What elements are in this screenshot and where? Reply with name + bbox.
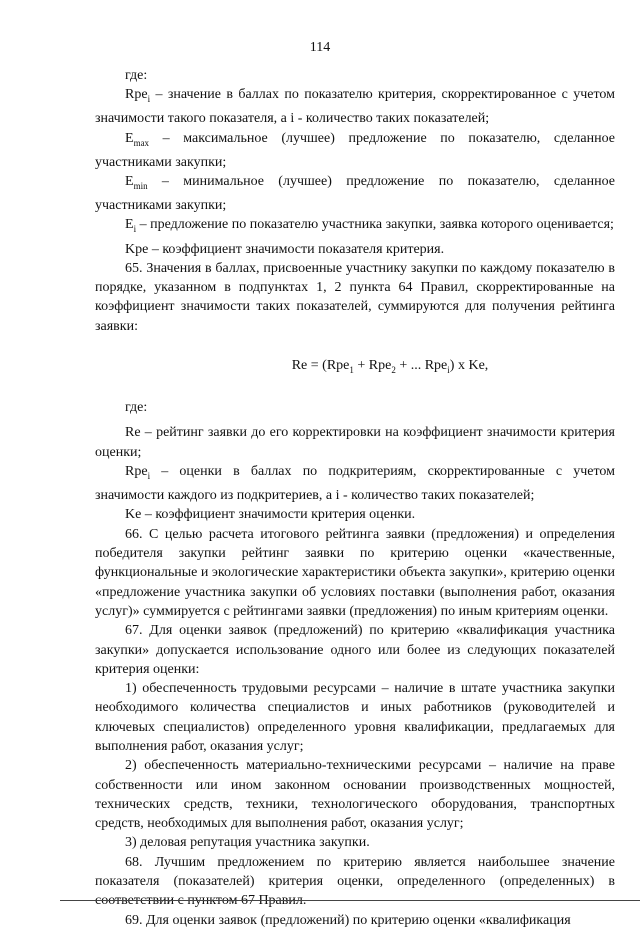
bottom-divider [60, 900, 640, 901]
list-item-3: 3) деловая репутация участника закупки. [125, 835, 370, 851]
definition-e-max: $E_{max}$ – максимальное (лучшее) предложение по показателю, сделанное участниками закупки; [95, 130, 615, 170]
paragraph-68: 68. Лучшим предложением по критерию является наибольшее значение показателя (показателей) критерия оценки, определенного (определенных) в соответствии с пунктом 67 Правил. [95, 854, 615, 909]
definition-ke: Ke – коэффициент значимости критерия оценки. [125, 507, 416, 523]
paragraph-65: 65. Значения в баллах, присвоенные участнику закупки по каждому показателю в порядке, указанном в подпунктах 1, 2 пункта 64 Правил, скорректированные на коэффициент значимости таких показателей, суммируются для получения рейтинга заявки: [95, 260, 615, 334]
list-item-2: 2) обеспеченность материально-техническими ресурсами – наличие на праве собственности или ином законном основании производственных мощностей, технических средств, техники, технологического оборудования, транспортных средств, необходимых для выполнения работ, оказания услуг; [95, 758, 615, 832]
where-label: где: [125, 68, 148, 83]
paragraph-67: 67. Для оценки заявок (предложений) по критерию «квалификация участника закупки» допускается использование одного или более из следующих показателей критерия оценки: [95, 623, 615, 677]
page-number: 114 [309, 40, 331, 55]
rating-formula: Re = (Rpe$_1$ + Rpe$_2$ + ... Rpe$_i$) x Ke, [291, 358, 489, 375]
definition-re: Re – рейтинг заявки до его корректировки на коэффициент значимости критерия оценки; [95, 425, 615, 460]
definition-kpe: Kpe – коэффициент значимости показателя критерия. [125, 241, 445, 257]
definition-rpe-i: Rpe$_i$ – значение в баллах по показателю критерия, скорректированное с учетом значимости такого показателя, а i - количество таких показателей; [95, 87, 615, 127]
paragraph-66: 66. С целью расчета итогового рейтинга заявки (предложения) и определения победителя закупки рейтинг заявки по критерию оценки «качественные, функциональные и экологические характеристики объекта закупки», критерию оценки «предложение участника закупки об условиях поставки (выполнения работ, оказания услуг)» суммируется с рейтингами заявки (предложения) по иным критериям оценки. [95, 526, 615, 619]
definition-rpe-i-2: Rpe$_i$ – оценки в баллах по подкритериям, скорректированные с учетом значимости каждого из подкритериев, а i - количество таких показателей; [95, 464, 615, 504]
list-item-1: 1) обеспеченность трудовыми ресурсами – наличие в штате участника закупки необходимого количества специалистов и иных работников (руководителей и ключевых специалистов) определенного уровня квалификации, предлагаемых для выполнения работ, оказания услуг; [95, 681, 615, 754]
document-body [95, 66, 615, 930]
definition-e-i: $E_i$ – предложение по показателю участника закупки, заявка которого оценивается; [125, 217, 614, 235]
paragraph-69: 69. Для оценки заявок (предложений) по критерию оценки «квалификация [125, 912, 571, 928]
where-label-2: где: [125, 400, 148, 416]
definition-e-min: $E_{min}$ – минимальное (лучшее) предложение по показателю, сделанное участниками закупки; [95, 174, 615, 214]
